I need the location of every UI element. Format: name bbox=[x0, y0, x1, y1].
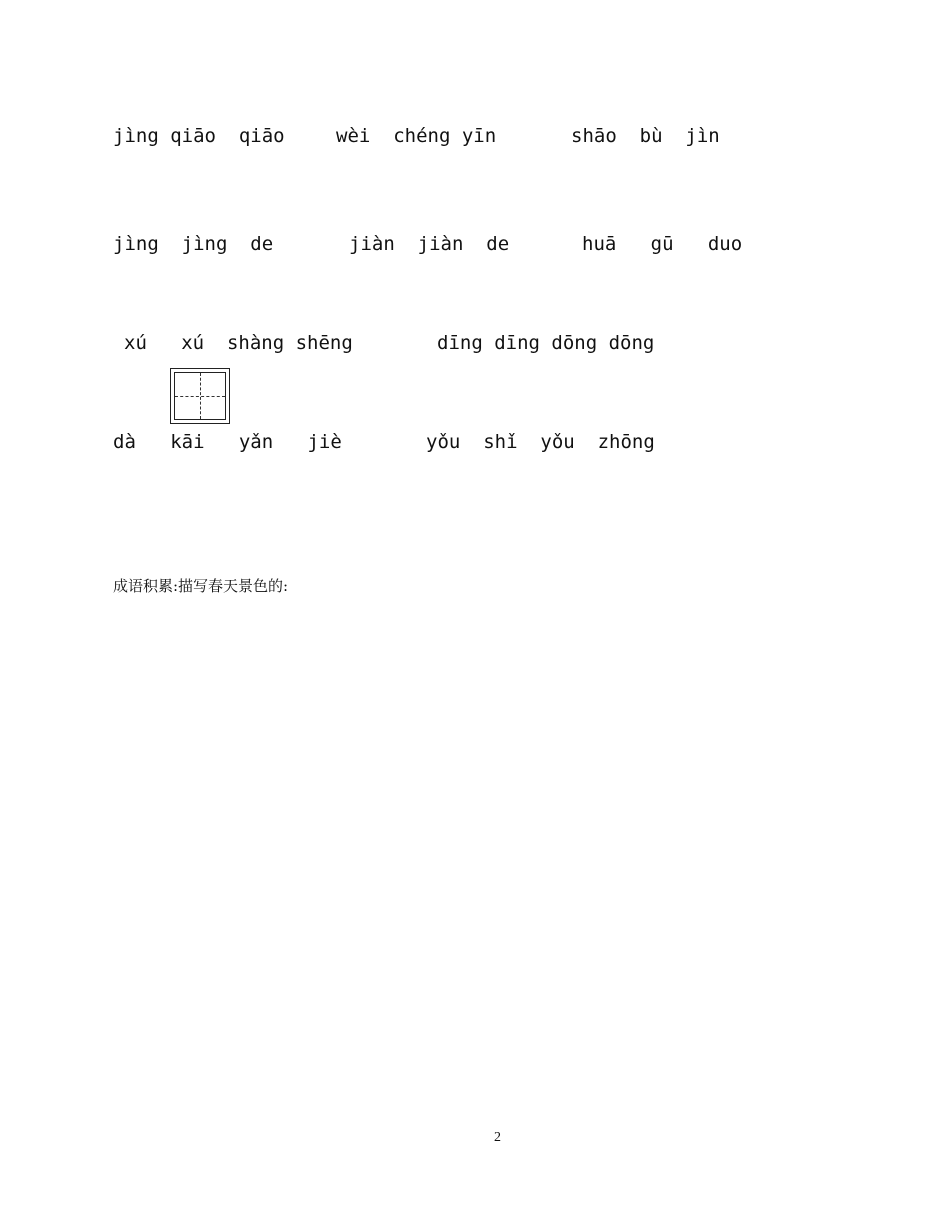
pinyin-row-2-group-2: jiàn jiàn de bbox=[349, 233, 510, 255]
idiom-heading: 成语积累:描写春天景色的: bbox=[113, 577, 289, 595]
pinyin-row-1-group-1: jìng qiāo qiāo bbox=[113, 125, 285, 147]
writing-grid-box bbox=[170, 368, 230, 424]
pinyin-row-1-group-2: wèi chéng yīn bbox=[336, 125, 497, 147]
writing-grid-inner bbox=[174, 372, 226, 420]
pinyin-row-2-group-1: jìng jìng de bbox=[113, 233, 274, 255]
pinyin-row-4-group-2: yǒu shǐ yǒu zhōng bbox=[426, 431, 655, 453]
pinyin-row-2-group-3: huā gū duo bbox=[582, 233, 743, 255]
page-number: 2 bbox=[494, 1130, 501, 1145]
pinyin-row-3-group-1: xú xú shàng shēng bbox=[124, 332, 353, 354]
pinyin-row-4-group-1: dà kāi yǎn jiè bbox=[113, 431, 342, 453]
pinyin-row-1-group-3: shāo bù jìn bbox=[571, 125, 720, 147]
grid-horizontal-guide bbox=[175, 396, 225, 397]
pinyin-row-3-group-2: dīng dīng dōng dōng bbox=[437, 332, 655, 354]
